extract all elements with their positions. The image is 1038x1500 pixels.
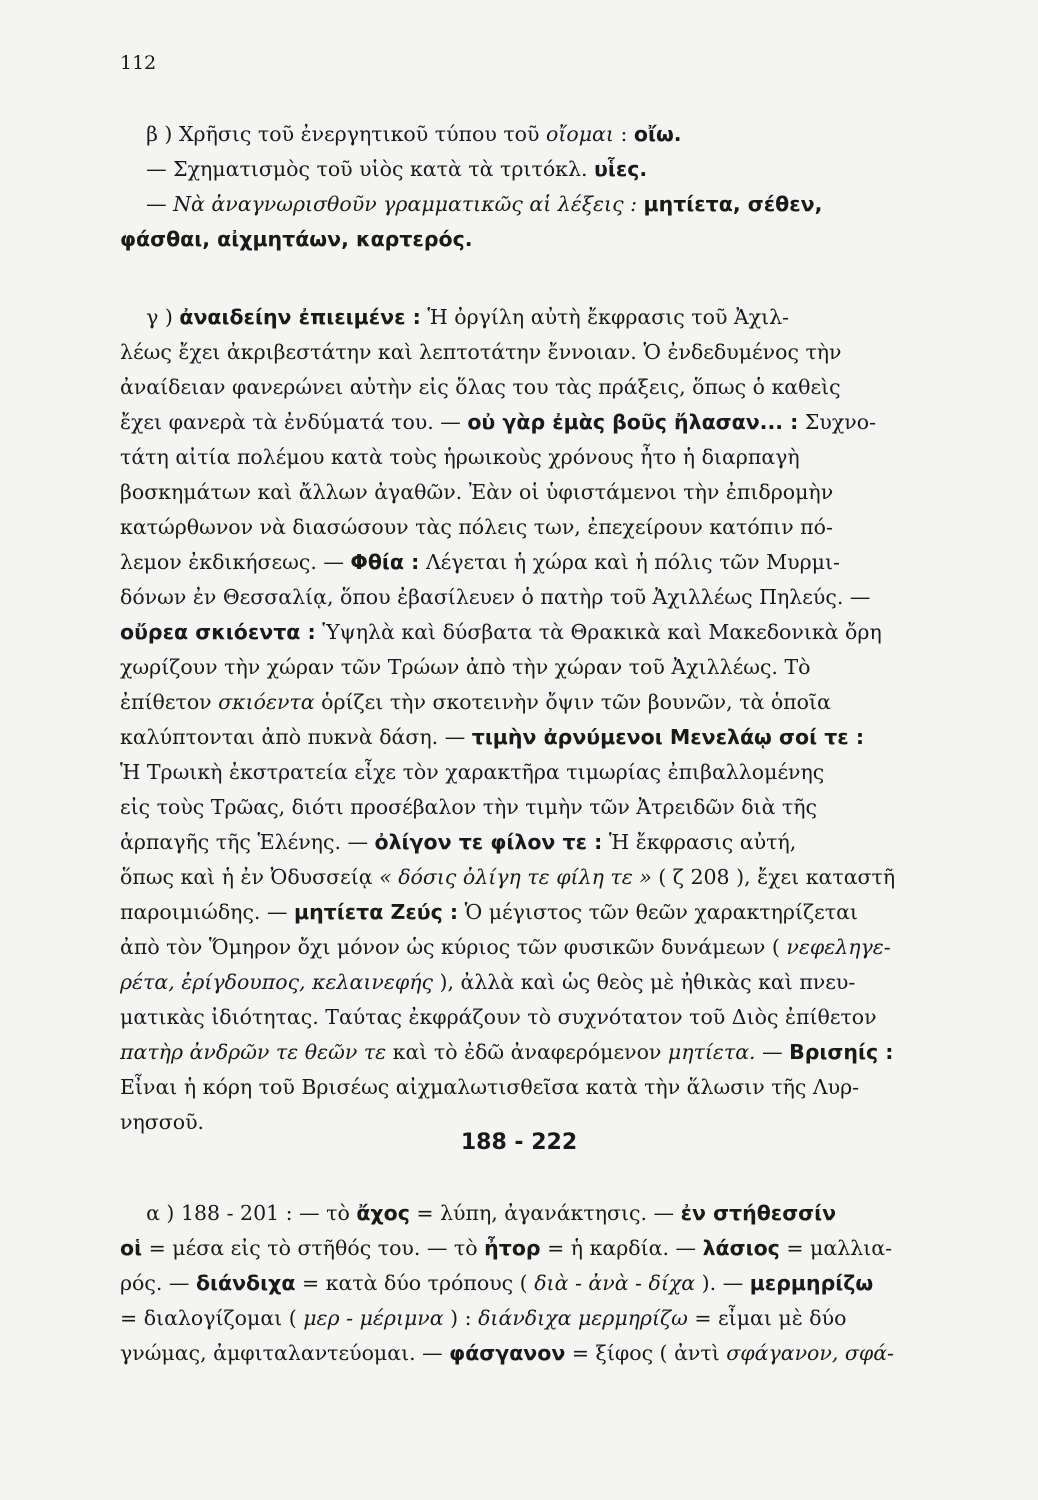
italic-phrase: διάνδιχα μερμηρίζω xyxy=(478,1306,688,1330)
text-segment: — xyxy=(120,192,174,216)
text-segment: βοσκημάτων καὶ ἄλλων ἀγαθῶν. Ἐὰν οἱ ὑφιστάμενοι τὴν ἐπιδρομὴν xyxy=(120,480,834,504)
bold-term: φάσθαι, αἰχμητάων, καρτερός. xyxy=(120,227,473,251)
text-segment: γ ) xyxy=(120,305,180,329)
text-segment: = διαλογίζομαι ( xyxy=(120,1306,304,1330)
text-segment: ματικὰς ἰδιότητας. Ταύτας ἐκφράζουν τὸ συχνότατον τοῦ Διὸς ἐπίθετον xyxy=(120,1005,877,1029)
text-line xyxy=(120,370,950,405)
text-line xyxy=(120,825,950,860)
text-segment: = ἡ καρδία. — xyxy=(540,1236,703,1260)
italic-phrase: Νὰ ἀναγνωρισθοῦν γραμματικῶς αἱ λέξεις : xyxy=(173,192,637,216)
text-line xyxy=(120,300,950,335)
text-line xyxy=(120,1231,950,1266)
text-line xyxy=(120,965,950,1000)
italic-phrase: νεφεληγε- xyxy=(786,935,891,959)
text-segment: = εἶμαι μὲ δύο xyxy=(687,1306,847,1330)
text-line xyxy=(120,1000,950,1035)
text-line xyxy=(120,615,950,650)
paragraph-beta xyxy=(120,117,950,257)
bold-term: οὔρεα σκιόεντα : xyxy=(120,620,316,644)
text-segment: ). — xyxy=(695,1271,750,1295)
text-segment: ), ἀλλὰ καὶ ὡς θεὸς μὲ ἠθικὰς καὶ πνευ- xyxy=(433,970,856,994)
text-line xyxy=(120,755,950,790)
text-segment: τάτη αἰτία πολέμου κατὰ τοὺς ἡρωικοὺς χρόνους ἦτο ἡ διαρπαγὴ xyxy=(120,445,800,469)
text-segment: = μέσα εἰς τὸ στῆθός του. — τὸ xyxy=(142,1236,485,1260)
italic-phrase: μερ - μέριμνα xyxy=(303,1306,444,1330)
text-segment: λέως ἔχει ἀκριβεστάτην καὶ λεπτοτάτην ἔννοιαν. Ὁ ἐνδεδυμένος τὴν xyxy=(120,340,842,364)
bold-term: ἐν στήθεσσίν xyxy=(680,1201,837,1225)
text-segment: εἰς τοὺς Τρῶας, διότι προσέβαλον τὴν τιμὴν τῶν Ἀτρειδῶν διὰ τῆς xyxy=(120,795,818,819)
text-segment: Ὑψηλὰ καὶ δύσβατα τὰ Θρακικὰ καὶ Μακεδονικὰ ὄρη xyxy=(315,620,882,644)
text-line xyxy=(120,510,950,545)
text-line xyxy=(120,475,950,510)
text-line xyxy=(120,1336,950,1371)
text-segment: Ἡ Τρωικὴ ἐκστρατεία εἶχε τὸν χαρακτῆρα τιμωρίας ἐπιβαλλομένης xyxy=(120,760,825,784)
bold-term: μητίετα Ζεύς : xyxy=(293,900,459,924)
text-line xyxy=(120,1070,950,1105)
bold-term: λάσιος xyxy=(702,1236,780,1260)
text-segment: ἁρπαγῆς τῆς Ἑλένης. — xyxy=(120,830,375,854)
bold-term: τιμὴν ἀρνύμενοι Μενελάῳ σοί τε : xyxy=(471,725,865,749)
text-line xyxy=(120,187,950,222)
text-segment: = ξίφος ( ἀντὶ xyxy=(565,1341,727,1365)
text-segment: α ) 188 - 201 : — τὸ xyxy=(120,1201,357,1225)
text-segment: Ἡ ἔκφρασις αὐτή, xyxy=(602,830,797,854)
text-segment: Συχνο- xyxy=(798,410,877,434)
text-segment: νησσοῦ. xyxy=(120,1110,205,1134)
italic-phrase: οἴομαι xyxy=(546,122,614,146)
text-segment: ὁρίζει τὴν σκοτεινὴν ὄψιν τῶν βουνῶν, τὰ ὁποῖα xyxy=(314,690,831,714)
bold-term: οἴω. xyxy=(633,122,682,146)
bold-term: διάνδιχα xyxy=(195,1271,296,1295)
text-line xyxy=(120,720,950,755)
text-line xyxy=(120,930,950,965)
bold-term: οἱ xyxy=(120,1236,143,1260)
text-segment: ἀπὸ τὸν Ὅμηρον ὄχι μόνον ὡς κύριος τῶν φυσικῶν δυνάμεων ( xyxy=(120,935,787,959)
italic-phrase: ρέτα, ἐρίγδουπος, κελαινεφής xyxy=(120,970,433,994)
text-segment: — Σχηματισμὸς τοῦ υἱὸς κατὰ τὰ τριτόκλ. xyxy=(120,157,594,181)
text-line xyxy=(120,685,950,720)
bold-term: οὐ γὰρ ἐμὰς βοῦς ἤλασαν... : xyxy=(467,410,799,434)
text-segment: β ) Χρῆσις τοῦ ἐνεργητικοῦ τύπου τοῦ xyxy=(120,122,547,146)
text-line xyxy=(120,1266,950,1301)
text-segment: ρός. — xyxy=(120,1271,196,1295)
text-line xyxy=(120,790,950,825)
text-line xyxy=(120,895,950,930)
text-segment: λεμον ἐκδικήσεως. — xyxy=(120,550,351,574)
bold-term: ὀλίγον τε φίλον τε : xyxy=(374,830,603,854)
text-segment: κατώρθωνον νὰ διασώσουν τὰς πόλεις των, ἐπεχείρουν κατόπιν πό- xyxy=(120,515,833,539)
text-line xyxy=(120,222,950,257)
text-segment: καλύπτονται ἀπὸ πυκνὰ δάση. — xyxy=(120,725,472,749)
bold-term: ἄχος xyxy=(356,1201,410,1225)
text-segment: : xyxy=(613,122,634,146)
bold-term: μερμηρίζω xyxy=(749,1271,874,1295)
text-segment: Λέγεται ἡ χώρα καὶ ἡ πόλις τῶν Μυρμι- xyxy=(419,550,840,574)
text-segment: καὶ τὸ ἐδῶ ἀναφερόμενον xyxy=(386,1040,668,1064)
text-segment: ἐπίθετον xyxy=(120,690,219,714)
text-segment: Ἡ ὀργίλη αὐτὴ ἔκφρασις τοῦ Ἀχιλ- xyxy=(420,305,790,329)
bold-term: φάσγανον xyxy=(449,1341,566,1365)
text-segment: ἀναίδειαν φανερώνει αὐτὴν εἰς ὅλας του τὰς πράξεις, ὅπως ὁ καθεὶς xyxy=(120,375,841,399)
page-number: 112 xyxy=(120,52,157,74)
bold-term: Φθία : xyxy=(350,550,420,574)
text-segment: ) : xyxy=(443,1306,479,1330)
text-line xyxy=(120,1301,950,1336)
text-segment: γνώμας, ἀμφιταλαντεύομαι. — xyxy=(120,1341,450,1365)
text-line xyxy=(120,860,950,895)
italic-phrase: μητίετα. xyxy=(667,1040,756,1064)
italic-phrase: διὰ - ἀνὰ - δίχα xyxy=(534,1271,696,1295)
bold-term: Βρισηίς : xyxy=(789,1040,894,1064)
text-segment: — xyxy=(755,1040,790,1064)
section-heading: 188 - 222 xyxy=(460,1130,578,1155)
text-line xyxy=(120,545,950,580)
text-line xyxy=(120,1196,950,1231)
bold-term: μητίετα, σέθεν, xyxy=(643,192,823,216)
paragraph-alpha xyxy=(120,1196,950,1371)
text-segment: παροιμιώδης. — xyxy=(120,900,294,924)
text-segment: Εἶναι ἡ κόρη τοῦ Βρισέως αἰχμαλωτισθεῖσα κατὰ τὴν ἅλωσιν τῆς Λυρ- xyxy=(120,1075,860,1099)
text-segment: Ὁ μέγιστος τῶν θεῶν χαρακτηρίζεται xyxy=(458,900,858,924)
italic-phrase: πατὴρ ἀνδρῶν τε θεῶν τε xyxy=(120,1040,387,1064)
text-segment: ( ζ 208 ), ἔχει καταστῆ xyxy=(651,865,896,889)
text-line xyxy=(120,152,950,187)
text-line xyxy=(120,440,950,475)
text-segment: ἔχει φανερὰ τὰ ἐνδύματά του. — xyxy=(120,410,468,434)
bold-term: υἷες. xyxy=(594,157,648,181)
italic-phrase: « δόσις ὀλίγη τε φίλη τε » xyxy=(379,865,652,889)
text-segment: = λύπη, ἀγανάκτησις. — xyxy=(409,1201,681,1225)
text-line xyxy=(120,650,950,685)
text-segment: ὅπως καὶ ἡ ἐν Ὀδυσσείᾳ xyxy=(120,865,380,889)
text-line xyxy=(120,117,950,152)
paragraph-gamma xyxy=(120,300,950,1140)
text-line xyxy=(120,335,950,370)
bold-term: ἀναιδείην ἐπιειμένε : xyxy=(179,305,421,329)
italic-phrase: σκιόεντα xyxy=(218,690,315,714)
text-line xyxy=(120,1035,950,1070)
text-line xyxy=(120,580,950,615)
text-segment: χωρίζουν τὴν χώραν τῶν Τρώων ἀπὸ τὴν χώραν τοῦ Ἀχιλλέως. Τὸ xyxy=(120,655,811,679)
text-segment: = κατὰ δύο τρόπους ( xyxy=(295,1271,535,1295)
italic-phrase: σφάγανον, σφά- xyxy=(726,1341,894,1365)
text-line xyxy=(120,405,950,440)
bold-term: ἦτορ xyxy=(484,1236,541,1260)
text-segment: = μαλλια- xyxy=(779,1236,892,1260)
text-segment: δόνων ἐν Θεσσαλίᾳ, ὅπου ἐβασίλευεν ὁ πατὴρ τοῦ Ἀχιλλέως Πηλεύς. — xyxy=(120,585,871,609)
